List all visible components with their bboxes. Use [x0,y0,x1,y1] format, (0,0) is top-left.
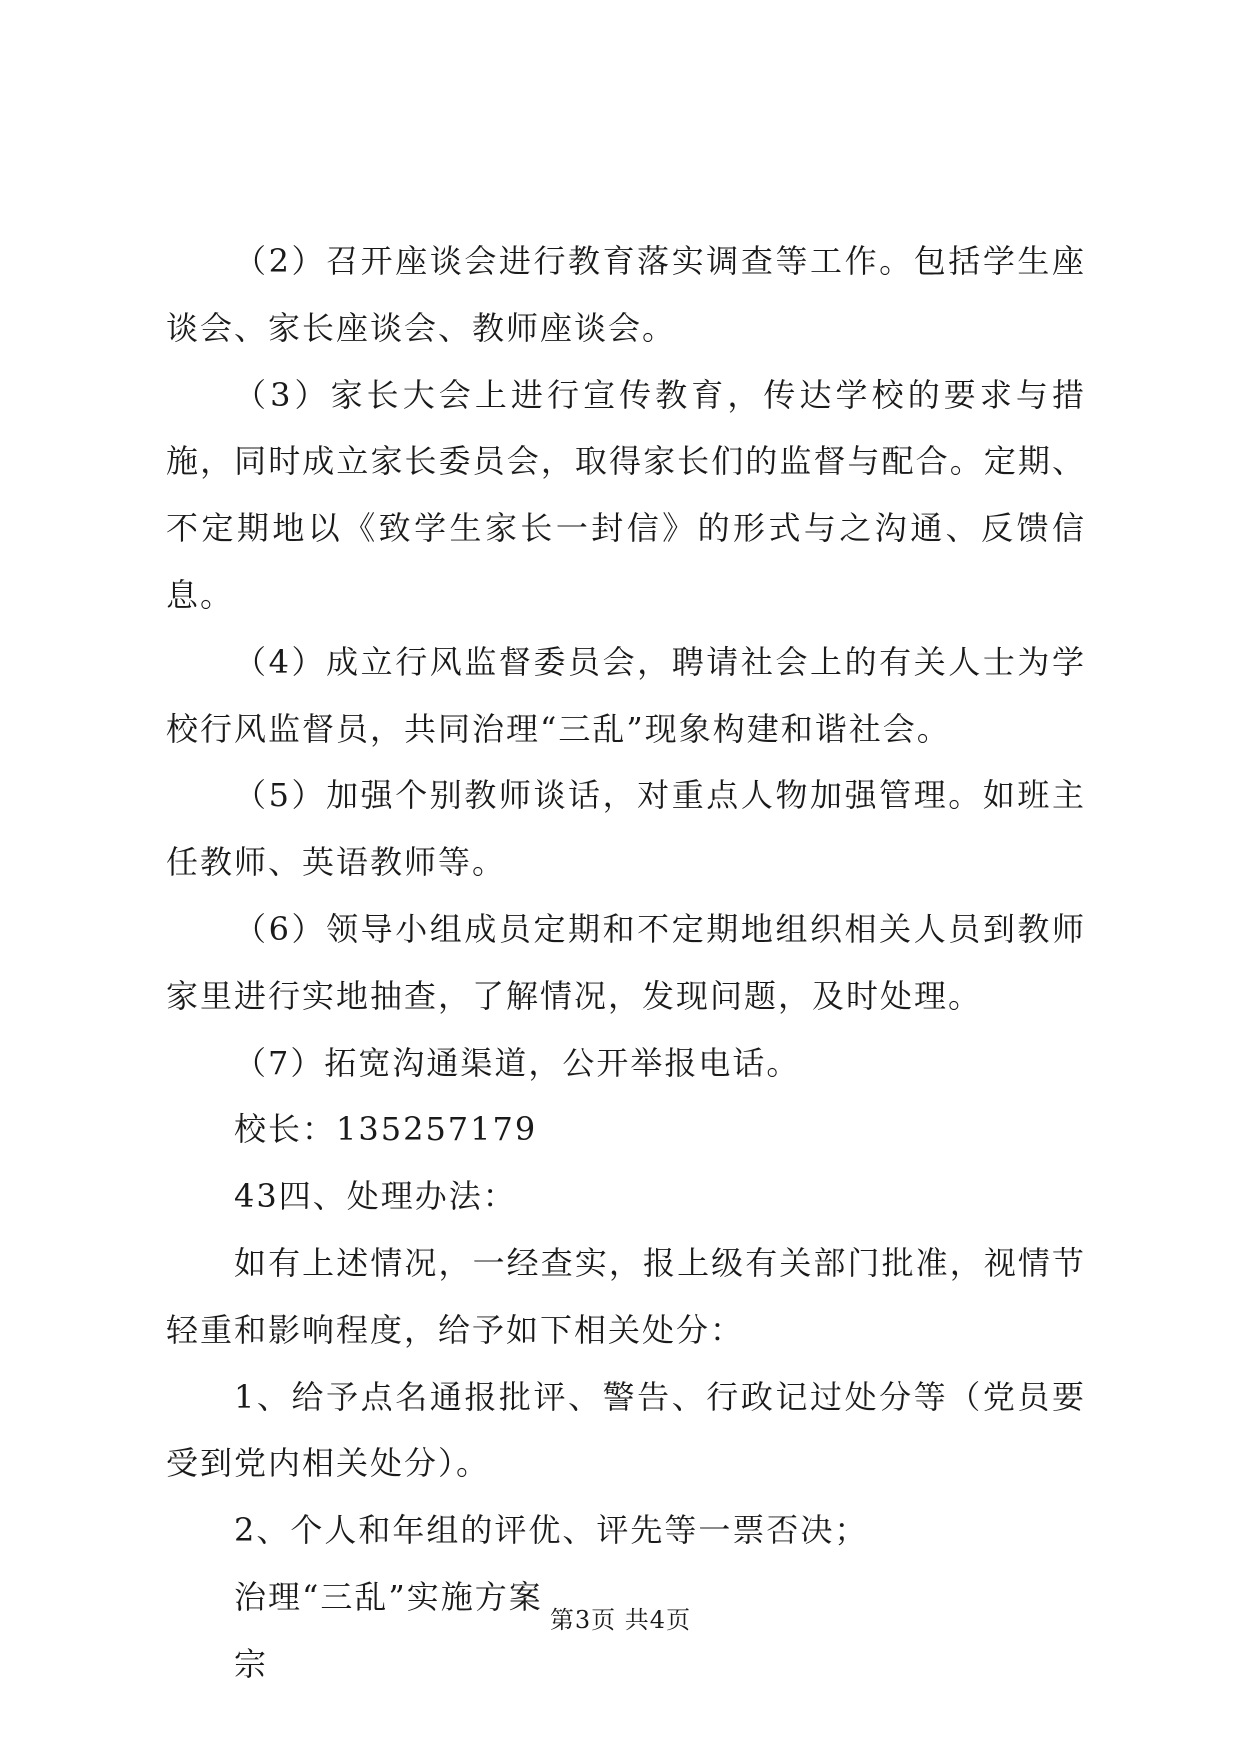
page-footer: 第3页 共4页 [549,1606,692,1634]
handling-intro: 如有上述情况，一经查实，报上级有关部门批准，视情节轻重和影响程度，给予如下相关处分： [166,1243,1086,1349]
handling-item-1: 1、给予点名通报批评、警告、行政记过处分等（党员要受到党内相关处分）。 [166,1377,1086,1483]
next-section-title: 治理“三乱”实施方案 [234,1577,543,1616]
paragraph-item-3: （3）家长大会上进行宣传教育，传达学校的要求与措施，同时成立家长委员会，取得家长们的监督与配合。定期、不定期地以《致学生家长一封信》的形式与之沟通、反馈信息。 [166,375,1086,614]
next-section-start: 宗 [234,1644,269,1683]
paragraph-item-5: （5）加强个别教师谈话，对重点人物加强管理。如班主任教师、英语教师等。 [166,776,1086,882]
paragraph-item-4: （4）成立行风监督委员会，聘请社会上的有关人士为学校行风监督员，共同治理“三乱”现象构建和谐社会。 [166,642,1086,748]
paragraph-item-6: （6）领导小组成员定期和不定期地组织相关人员到教师家里进行实地抽查，了解情况，发现问题，及时处理。 [166,909,1086,1015]
paragraph-item-7: （7）拓宽沟通渠道，公开举报电话。 [234,1043,801,1082]
section-heading-handling: 43四、处理办法： [234,1177,517,1216]
principal-phone: 校长：135257179 [234,1110,538,1149]
document-body [166,228,1086,1698]
handling-item-2: 2、个人和年组的评优、评先等一票否决； [234,1511,869,1550]
paragraph-item-2: （2）召开座谈会进行教育落实调查等工作。包括学生座谈会、家长座谈会、教师座谈会。 [166,242,1086,347]
